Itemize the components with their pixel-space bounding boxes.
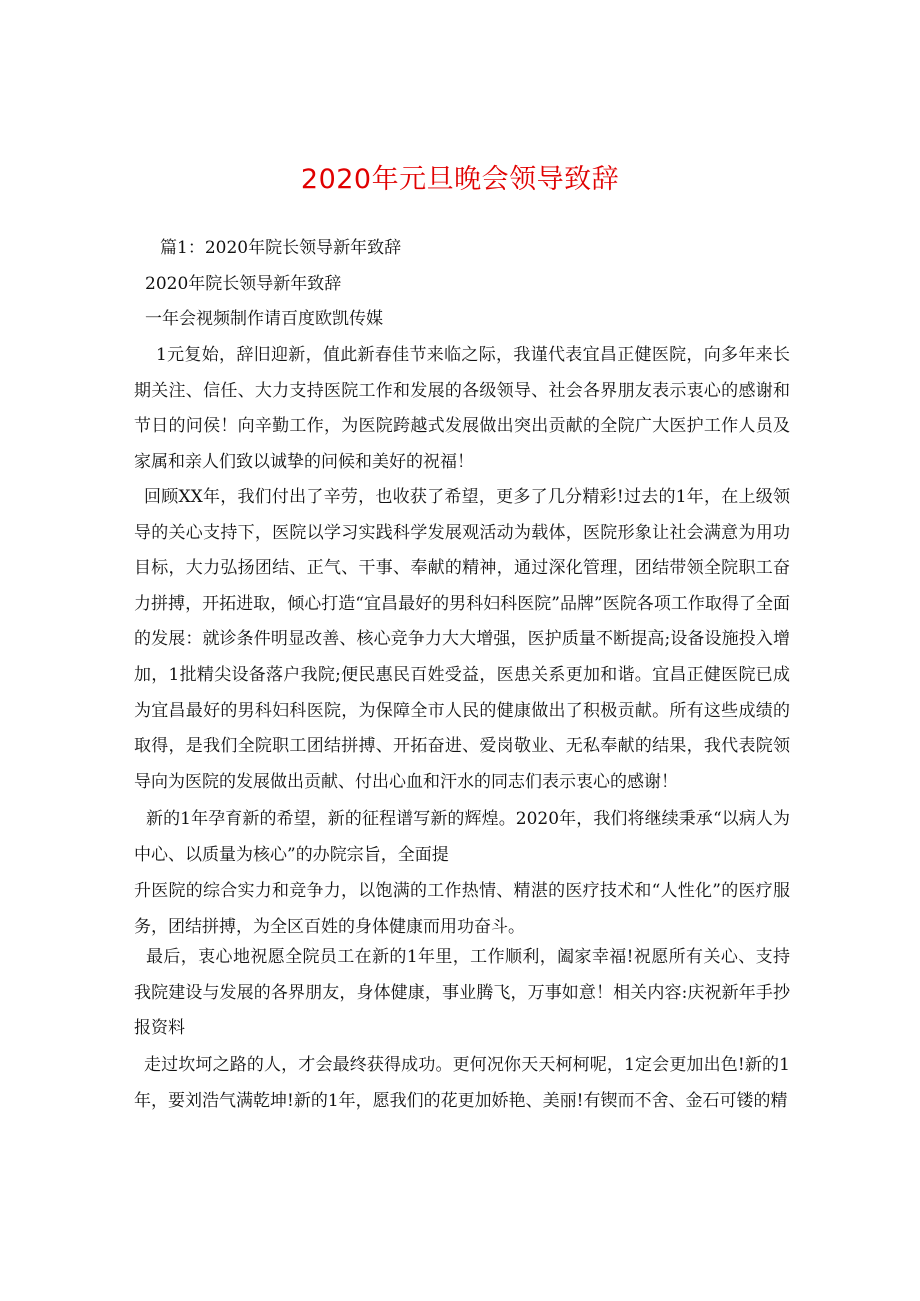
body-section-6 bbox=[134, 1048, 790, 1119]
paragraph: 走过坎坷之路的人，才会最终获得成功。更何况你天天柯柯呢，1定会更加出色!新的1年，要刘浩气满乾坤!新的1年，愿我们的花更加娇艳、美丽!有锲而不舍、金石可镂的精 bbox=[134, 1055, 790, 1111]
paragraph: 回顾XX年，我们付出了辛劳，也收获了希望，更多了几分精彩!过去的1年，在上级领导的关心支持下，医院以学习实践科学发展观活动为载体，医院形象让社会满意为用功目标，大力弘扬团结、正气、干事、奉献的精神，通过深化管理，团结带领全院职工奋力拼搏，开拓进取，倾心打造“宜昌最好的男科妇科医院”品牌”医院各项工作取得了全面的发展：就诊条件明显改善、核心竞争力大大增强，医护质量不断提高;设备设施投入增加，1批精尖设备落户我院;便民惠民百姓受益，医患关系更加和谐。宜昌正健医院已成为宜昌最好的男科妇科医院，为保障全市人民的健康做出了积极贡献。所有这些成绩的取得，是我们全院职工团结拼搏、开拓奋进、爱岗敬业、无私奉献的结果，我代表院领导向为医院的发展做出贡献、付出心血和汗水的同志们表示衷心的感谢！ bbox=[134, 487, 790, 792]
paragraph: 最后，衷心地祝愿全院员工在新的1年里，工作顺利，阖家幸福!祝愿所有关心、支持我院建设与发展的各界朋友，身体健康，事业腾飞，万事如意！相关内容:庆祝新年手抄报资料 bbox=[134, 947, 790, 1039]
document-note: 一年会视频制作请百度欧凯传媒 bbox=[145, 309, 383, 329]
paragraph: 1元复始，辞旧迎新，值此新春佳节来临之际，我谨代表宜昌正健医院，向多年来长期关注、信任、大力支持医院工作和发展的各级领导、社会各界朋友表示衷心的感谢和节日的问侯！向辛勤工作，为医院跨越式发展做出突出贡献的全院广大医护工作人员及家属和亲人们致以诚挚的问候和美好的祝福！ bbox=[134, 345, 790, 472]
section-label: 篇1：2020年院长领导新年致辞 bbox=[160, 238, 402, 258]
body-section-3 bbox=[134, 802, 790, 873]
paragraph: 升医院的综合实力和竞争力，以饱满的工作热情、精湛的医疗技术和“人性化”的医疗服务，团结拼搏，为全区百姓的身体健康而用功奋斗。 bbox=[134, 881, 790, 937]
paragraph: 新的1年孕育新的希望，新的征程谱写新的辉煌。2020年，我们将继续秉承“以病人为中心、以质量为核心”的办院宗旨，全面提 bbox=[134, 809, 790, 865]
document-title: 2020年元旦晚会领导致辞 bbox=[300, 164, 620, 195]
body-section-2 bbox=[134, 480, 790, 800]
body-section-1 bbox=[134, 338, 790, 480]
document-subtitle: 2020年院长领导新年致辞 bbox=[145, 274, 342, 294]
body-section-5 bbox=[134, 940, 790, 1047]
body-section-4 bbox=[134, 874, 790, 945]
